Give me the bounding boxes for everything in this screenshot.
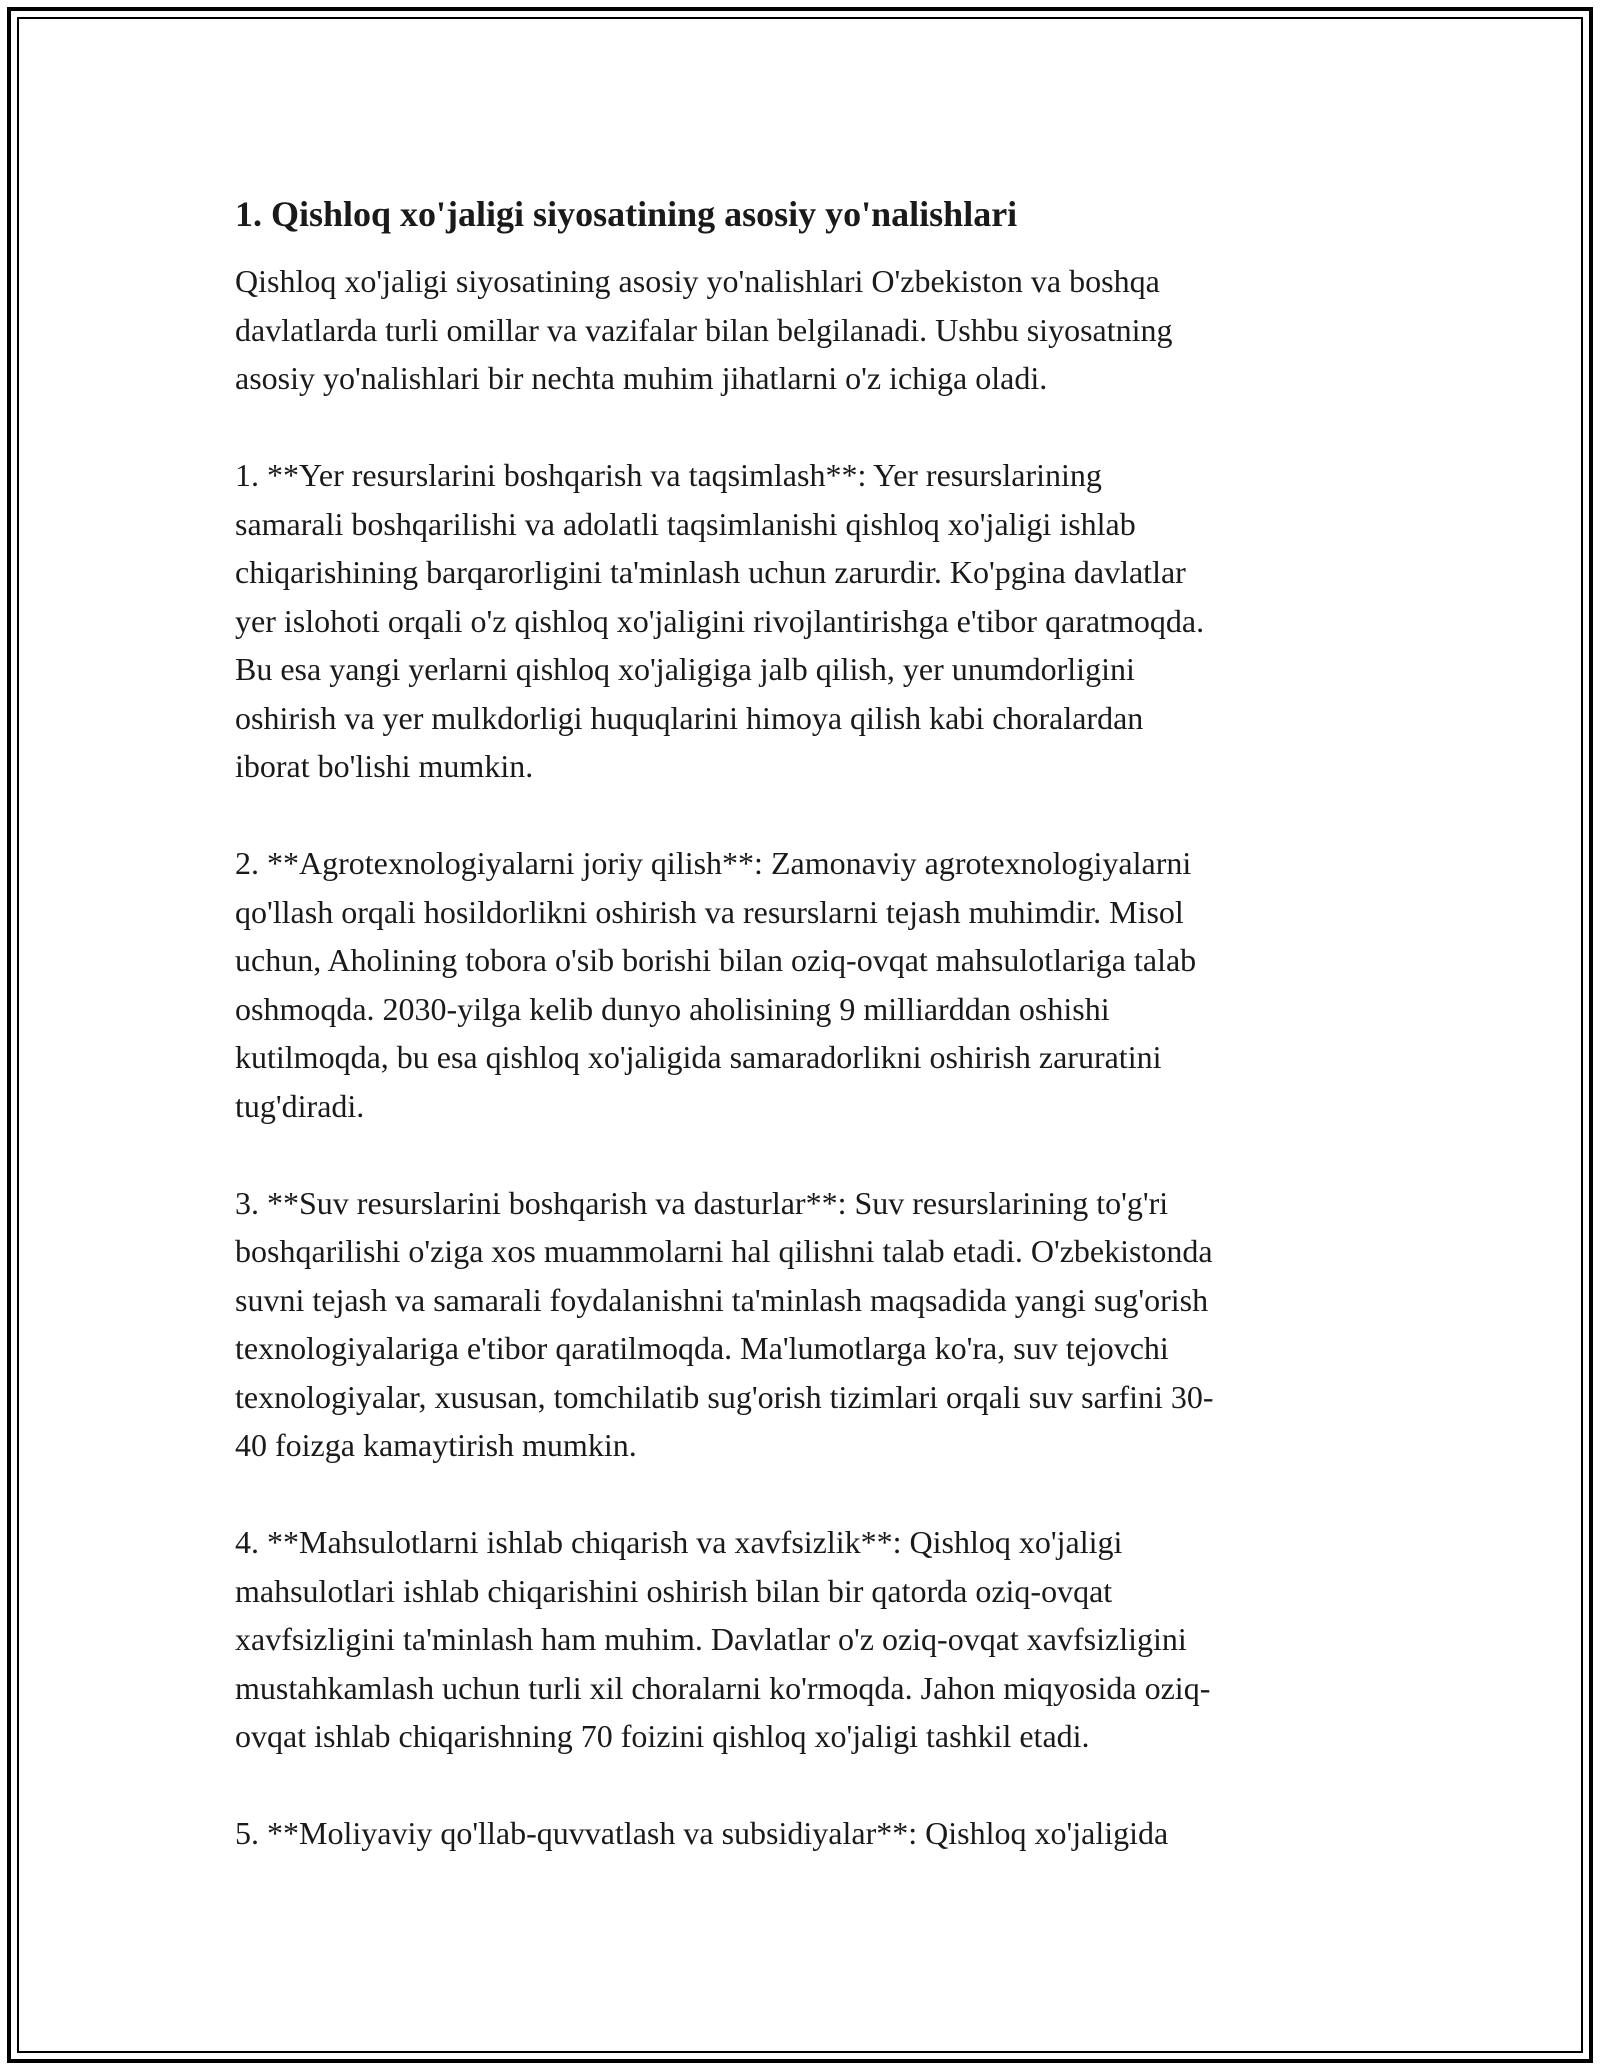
text-line: tug'diradi. [235, 1087, 365, 1124]
text-line: 4. **Mahsulotlarni ishlab chiqarish va xavfsizlik**: Qishloq xo'jaligi [235, 1524, 1123, 1560]
text-line: 40 foizga kamaytirish mumkin. [235, 1427, 637, 1463]
text-line: 2. **Agrotexnologiyalarni joriy qilish**: Zamonaviy agrotexnologiyalarni [235, 845, 1192, 881]
text-line: samarali boshqarilishi va adolatli taqsimlanishi qishloq xo'jaligi ishlab [235, 505, 1136, 542]
text-line: yer islohoti orqali o'z qishloq xo'jaligini rivojlantirishga e'tibor qaratmoqda. [235, 602, 1205, 639]
list-item-land-resources [235, 451, 1365, 791]
section-heading: 1. Qishloq xo'jaligi siyosatining asosiy yo'nalishlari [235, 194, 1018, 234]
text-line: oshmoqda. 2030-yilga kelib dunyo aholisining 9 milliarddan oshishi [235, 990, 1110, 1027]
text-line: uchun, Aholining tobora o'sib borishi bilan oziq-ovqat mahsulotlariga talab [235, 942, 1197, 978]
list-item-water-resources [235, 1179, 1365, 1470]
text-line: texnologiyalariga e'tibor qaratilmoqda. Ma'lumotlarga ko'ra, suv tejovchi [235, 1330, 1169, 1366]
text-line: chiqarishining barqarorligini ta'minlash uchun zarurdir. Ko'pgina davlatlar [235, 554, 1186, 590]
text-line: 3. **Suv resurslarini boshqarish va dasturlar**: Suv resurslarining to'g'ri [235, 1184, 1169, 1221]
text-line: asosiy yo'nalishlari bir nechta muhim jihatlarni o'z ichiga oladi. [235, 360, 1048, 396]
text-line: Bu esa yangi yerlarni qishloq xo'jaligiga jalb qilish, yer unumdorligini [235, 651, 1135, 687]
text-line: boshqarilishi o'ziga xos muammolarni hal qilishni talab etadi. O'zbekistonda [235, 1233, 1213, 1269]
text-line: qo'llash orqali hosildorlikni oshirish va resurslarni tejash muhimdir. Misol [235, 893, 1184, 930]
text-line: xavfsizligini ta'minlash ham muhim. Davlatlar o'z oziq-ovqat xavfsizligini [235, 1621, 1187, 1657]
text-line: 1. **Yer resurslarini boshqarish va taqsimlash**: Yer resurslarining [235, 457, 1102, 493]
text-line: ovqat ishlab chiqarishning 70 foizini qishloq xo'jaligi tashkil etadi. [235, 1718, 1090, 1754]
text-line: oshirish va yer mulkdorligi huquqlarini himoya qilish kabi choralardan [235, 699, 1144, 736]
list-item-agrotechnology [235, 839, 1365, 1130]
text-line: iborat bo'lishi mumkin. [235, 748, 534, 784]
list-item-financial-support [235, 1809, 1365, 1858]
text-line: 5. **Moliyaviy qo'llab-quvvatlash va subsidiyalar**: Qishloq xo'jaligida [235, 1815, 1169, 1851]
text-line: mahsulotlari ishlab chiqarishini oshirish bilan bir qatorda oziq-ovqat [235, 1572, 1113, 1609]
intro-paragraph [235, 257, 1365, 403]
text-line: davlatlarda turli omillar va vazifalar bilan belgilanadi. Ushbu siyosatning [235, 311, 1173, 348]
text-line: Qishloq xo'jaligi siyosatining asosiy yo'nalishlari O'zbekiston va boshqa [235, 263, 1160, 299]
document-body [235, 188, 1365, 1906]
text-line: texnologiyalar, xususan, tomchilatib sug'orish tizimlari orqali suv sarfini 30- [235, 1378, 1214, 1415]
list-item-production-safety [235, 1518, 1365, 1761]
text-line: mustahkamlash uchun turli xil choralarni ko'rmoqda. Jahon miqyosida oziq- [235, 1669, 1211, 1706]
text-line: kutilmoqda, bu esa qishloq xo'jaligida samaradorlikni oshirish zaruratini [235, 1039, 1162, 1075]
text-line: suvni tejash va samarali foydalanishni ta'minlash maqsadida yangi sug'orish [235, 1281, 1209, 1318]
